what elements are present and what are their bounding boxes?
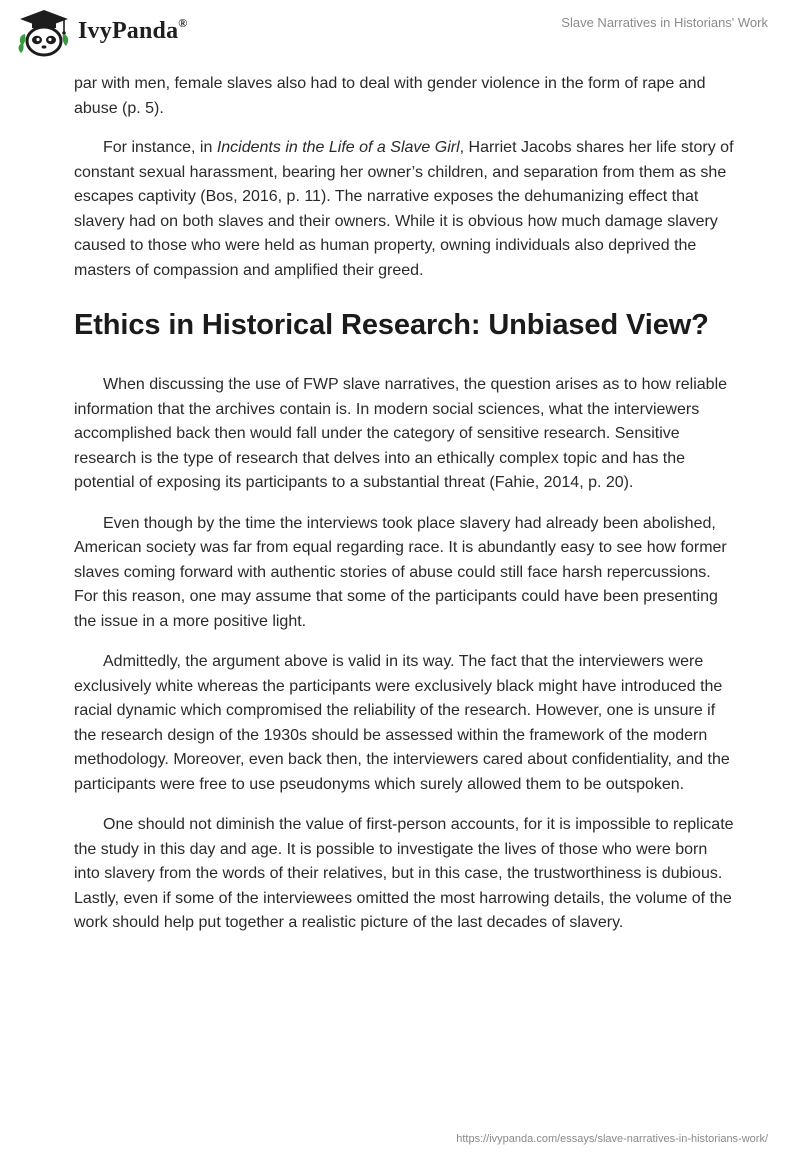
essay-content <box>74 72 734 952</box>
ivypanda-panda-logo-icon[interactable] <box>16 8 72 58</box>
section-heading: Ethics in Historical Research: Unbiased View? <box>74 309 709 341</box>
document-title: Slave Narratives in Historians' Work <box>561 15 768 30</box>
paragraph: Even though by the time the interviews took place slavery had already been abolished, American society was far from equal regarding race. It is abundantly easy to see how former slaves coming forward with authentic stories of abuse could still face harsh repercussions. For this reason, one may assume that some of the participants could have been presenting the issue in a more positive light. <box>74 514 727 630</box>
registered-mark: ® <box>178 16 188 30</box>
paragraph: When discussing the use of FWP slave narratives, the question arises as to how reliable information that the archives contain is. In modern social sciences, what the interviewers accomplished back then would fall under the category of sensitive research. Sensitive research is the type of research that delves into an ethically complex topic and has the potential of exposing its participants to a substantial threat (Fahie, 2014, p. 20). <box>74 376 728 491</box>
paragraph-incidents-after: , Harriet Jacobs shares her life story of constant sexual harassment, bearing her owner’s children, and separation from them as she escapes captivity (Bos, 2016, p. 11). The narrative exposes the dehumanizing effect that slavery had on both slaves and their owners. While it is obvious how much damage slavery caused to those who were held as human property, owning individuals also deprived the masters of compassion and amplified their greed. <box>74 139 734 279</box>
paragraph-incidents-before: For instance, in <box>103 139 217 156</box>
brand-name[interactable] <box>78 18 187 45</box>
paragraph-incidents <box>74 136 734 283</box>
paragraph: Admittedly, the argument above is valid in its way. The fact that the interviewers were exclusively white whereas the participants were exclusively black might have introduced the racial dynamic which compromised the reliability of the research. However, one is unsure if the research design of the 1930s should be assessed within the framework of the modern methodology. Moreover, even back then, the interviewers cared about confidentiality, and the participants were free to use pseudonyms which surely allowed them to be outspoken. <box>74 653 730 793</box>
source-url-link[interactable]: https://ivypanda.com/essays/slave-narratives-in-historians-work/ <box>456 1133 768 1145</box>
book-title: Incidents in the Life of a Slave Girl <box>216 139 460 156</box>
brand-label: IvyPanda <box>78 18 179 44</box>
paragraph: One should not diminish the value of first-person accounts, for it is impossible to replicate the study in this day and age. It is possible to investigate the lives of those who were born into slavery from the words of their relatives, but in this case, the trustworthiness is dubious. Lastly, even if some of the interviewees omitted the most harrowing details, the volume of the work should help put together a realistic picture of the last decades of slavery. <box>74 816 734 931</box>
paragraph-continued: par with men, female slaves also had to deal with gender violence in the form of rape and abuse (p. 5). <box>74 75 706 117</box>
page-header <box>0 0 800 70</box>
